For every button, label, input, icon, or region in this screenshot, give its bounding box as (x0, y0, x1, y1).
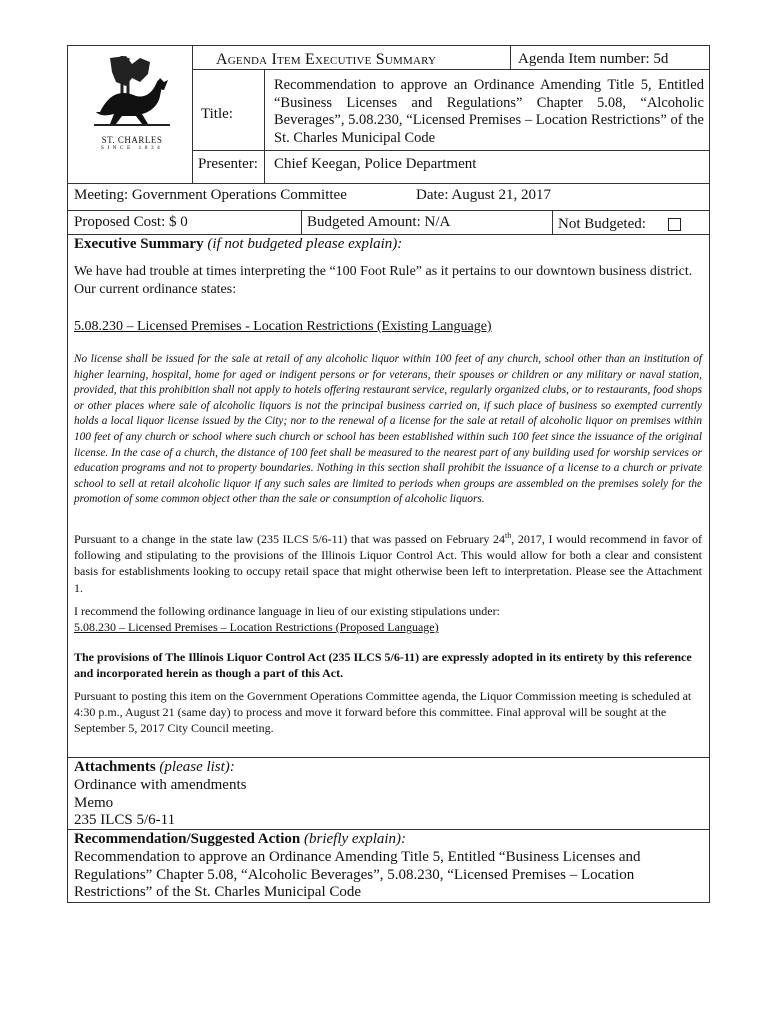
existing-language-title: 5.08.230 – Licensed Premises - Location Restrictions (Existing Language) (74, 319, 492, 334)
recommendation-title: Recommendation/Suggested Action (74, 831, 301, 847)
presenter-label: Presenter: (198, 156, 258, 172)
attachment-item: Ordinance with amendments (74, 777, 247, 793)
attachments-note: (please list): (159, 759, 235, 775)
title-value: Recommendation to approve an Ordinance Amending Title 5, Entitled “Business Licenses and Regulations” Chapter 5.08, “Alcoholic Beverages”, 5.08.230, “Licensed Premises – Location Restrictions” of the St. Charles Municipal Code (274, 77, 704, 146)
executive-summary-note: (if not budgeted please explain): (207, 236, 403, 252)
summary-form (67, 45, 710, 903)
executive-summary-title: Executive Summary (74, 236, 204, 252)
posting-paragraph: Pursuant to posting this item on the Government Operations Committee agenda, the Liquor Commission meeting is scheduled at 4:30 p.m., August 21 (same day) to process and move it forward before this committee. Final approval will be sought at the September 5, 2017 City Council meeting. (74, 689, 692, 736)
recommend-line: I recommend the following ordinance language in lieu of our existing stipulations under: (74, 604, 500, 618)
recommendation-text: Recommendation to approve an Ordinance Amending Title 5, Entitled “Business Licenses and Regulations” Chapter 5.08, “Alcoholic Beverages”, 5.08.230, “Licensed Premises – Location Restrictions” of the St. Charles Municipal Code (74, 849, 641, 900)
attachment-item: 235 ILCS 5/6-11 (74, 812, 176, 828)
form-heading: Agenda Item Executive Summary (216, 51, 437, 68)
recommendation-note: (briefly explain): (304, 831, 407, 847)
presenter-value: Chief Keegan, Police Department (274, 156, 477, 172)
recommendation-heading (74, 831, 406, 848)
state-law-sup: th (505, 531, 512, 540)
not-budgeted-label: Not Budgeted: (558, 216, 646, 232)
city-logo (92, 52, 172, 150)
not-budgeted-checkbox[interactable] (668, 218, 681, 231)
logo-since: SINCE 1834 (100, 145, 164, 151)
logo-city-name: ST. CHARLES (101, 135, 163, 145)
executive-summary-heading (74, 236, 402, 253)
attachments-title: Attachments (74, 759, 156, 775)
existing-language-text: No license shall be issued for the sale at retail of any alcoholic liquor within 100 feet of any church, school other than an institution of higher learning, hospital, home for aged or indigent persons or for veterans, their spouses or children or any military or naval station, provided, that this prohibition shall not apply to hotels offering restaurant service, regularly organized clubs, or to restaurants, food shops or other places where sale of alcoholic liquors is not the principal business carried on, if such place of business so exempted currently holds a local liquor license issued by the City; nor to the renewal of a license for the sale at retail of alcoholic liquor on premises within 100 feet of any church or school where such church or school has been established within such 100 feet since the issuance of the original license. In the case of a church, the distance of 100 feet shall be measured to the nearest part of any building used for worship services or education programs and not to property boundaries. Nothing in this section shall prohibit the issuance of a license to a church or private school to sell at retail alcoholic liquor if any such sales are limited to periods when groups are assembled on the premises solely for the promotion of some common object other than the sale or consumption of alcoholic liquors. (74, 353, 702, 506)
state-law-paragraph (74, 528, 702, 596)
meeting-field: Meeting: Government Operations Committee (74, 187, 347, 203)
proposed-cost-field: Proposed Cost: $ 0 (74, 214, 188, 230)
attachments-list (74, 777, 246, 830)
attachments-heading (74, 759, 235, 776)
state-law-text-b: , 2017, I would recommend in favor of following and stipulating to the provisions of the Illinois Liquor Control Act. This would allow for both a clear and consistent basis for establishments looking to occupy retail space that might otherwise been left to interpretation. Please see the Attachment 1. (74, 532, 703, 595)
agenda-item-number: Agenda Item number: 5d (518, 51, 669, 67)
date-field: Date: August 21, 2017 (416, 187, 551, 203)
proposed-language-title: 5.08.230 – Licensed Premises – Location Restrictions (Proposed Language) (74, 620, 439, 634)
summary-intro: We have had trouble at times interpreting the “100 Foot Rule” as it pertains to our downtown business district. Our current ordinance states: (74, 264, 693, 297)
budgeted-amount-field: Budgeted Amount: N/A (307, 214, 451, 230)
fox-and-tree-logo-icon (92, 52, 172, 130)
title-label: Title: (201, 106, 233, 122)
state-law-text-a: Pursuant to a change in the state law (235 ILCS 5/6-11) that was passed on February 24 (74, 532, 506, 546)
proposed-language-text: The provisions of The Illinois Liquor Control Act (235 ILCS 5/6-11) are expressly adopted in its entirety by this reference and incorporated herein as though a part of this Act. (74, 650, 692, 681)
attachment-item: Memo (74, 794, 114, 811)
